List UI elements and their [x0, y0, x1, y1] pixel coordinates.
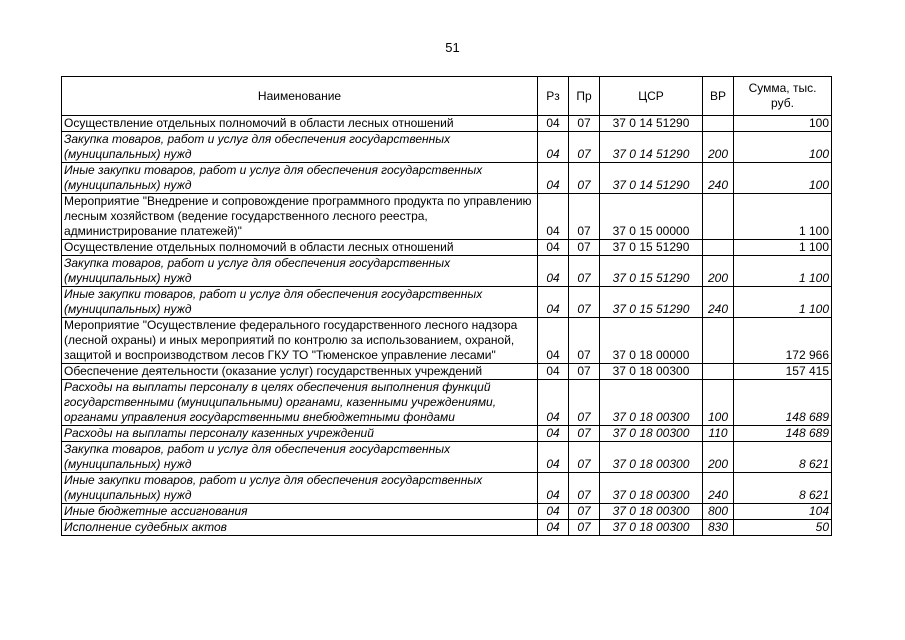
cell-csr: 37 0 18 00300 — [600, 442, 703, 473]
cell-rz: 04 — [538, 426, 569, 442]
cell-vr — [703, 240, 734, 256]
cell-rz: 04 — [538, 442, 569, 473]
cell-name: Закупка товаров, работ и услуг для обеспечения государственных (муниципальных) нужд — [62, 442, 538, 473]
table-row — [62, 364, 832, 380]
cell-sum: 172 966 — [734, 318, 832, 364]
cell-vr — [703, 364, 734, 380]
cell-rz: 04 — [538, 520, 569, 536]
cell-sum: 1 100 — [734, 256, 832, 287]
cell-rz: 04 — [538, 256, 569, 287]
cell-pr: 07 — [569, 380, 600, 426]
cell-vr: 200 — [703, 442, 734, 473]
table-row — [62, 473, 832, 504]
cell-csr: 37 0 15 00000 — [600, 194, 703, 240]
table-header-row — [62, 77, 832, 116]
cell-name: Расходы на выплаты персоналу в целях обеспечения выполнения функций государственными (муниципальными) органами, казенными учреждениями, органами управления государственными внебюджетными фондами — [62, 380, 538, 426]
cell-vr: 240 — [703, 163, 734, 194]
cell-vr: 240 — [703, 287, 734, 318]
cell-csr: 37 0 18 00300 — [600, 520, 703, 536]
table-row — [62, 318, 832, 364]
header-sum: Сумма, тыс. руб. — [734, 77, 832, 116]
cell-sum: 100 — [734, 116, 832, 132]
cell-pr: 07 — [569, 194, 600, 240]
cell-vr: 240 — [703, 473, 734, 504]
cell-csr: 37 0 14 51290 — [600, 116, 703, 132]
table-row — [62, 287, 832, 318]
cell-vr: 800 — [703, 504, 734, 520]
cell-vr: 110 — [703, 426, 734, 442]
header-name: Наименование — [62, 77, 538, 116]
cell-sum: 100 — [734, 163, 832, 194]
cell-csr: 37 0 14 51290 — [600, 132, 703, 163]
page-number: 51 — [445, 40, 460, 55]
cell-name: Исполнение судебных актов — [62, 520, 538, 536]
cell-csr: 37 0 15 51290 — [600, 287, 703, 318]
cell-vr: 830 — [703, 520, 734, 536]
cell-csr: 37 0 18 00300 — [600, 473, 703, 504]
header-rz: Рз — [538, 77, 569, 116]
cell-name: Осуществление отдельных полномочий в области лесных отношений — [62, 116, 538, 132]
cell-sum: 148 689 — [734, 426, 832, 442]
header-csr: ЦСР — [600, 77, 703, 116]
cell-pr: 07 — [569, 132, 600, 163]
cell-csr: 37 0 18 00300 — [600, 364, 703, 380]
cell-csr: 37 0 14 51290 — [600, 163, 703, 194]
table-row — [62, 240, 832, 256]
cell-pr: 07 — [569, 287, 600, 318]
cell-vr — [703, 116, 734, 132]
table-row — [62, 442, 832, 473]
cell-name: Иные закупки товаров, работ и услуг для обеспечения государственных (муниципальных) нужд — [62, 473, 538, 504]
table-row — [62, 163, 832, 194]
cell-name: Иные бюджетные ассигнования — [62, 504, 538, 520]
cell-rz: 04 — [538, 132, 569, 163]
cell-sum: 1 100 — [734, 194, 832, 240]
cell-sum: 148 689 — [734, 380, 832, 426]
cell-csr: 37 0 18 00000 — [600, 318, 703, 364]
table-body — [62, 116, 832, 536]
cell-name: Расходы на выплаты персоналу казенных учреждений — [62, 426, 538, 442]
cell-rz: 04 — [538, 364, 569, 380]
header-pr: Пр — [569, 77, 600, 116]
cell-csr: 37 0 15 51290 — [600, 256, 703, 287]
cell-pr: 07 — [569, 473, 600, 504]
cell-pr: 07 — [569, 240, 600, 256]
cell-name: Иные закупки товаров, работ и услуг для обеспечения государственных (муниципальных) нужд — [62, 163, 538, 194]
table-row — [62, 426, 832, 442]
cell-name: Закупка товаров, работ и услуг для обеспечения государственных (муниципальных) нужд — [62, 256, 538, 287]
table-row — [62, 132, 832, 163]
cell-csr: 37 0 18 00300 — [600, 380, 703, 426]
cell-sum: 50 — [734, 520, 832, 536]
cell-rz: 04 — [538, 380, 569, 426]
cell-sum: 1 100 — [734, 240, 832, 256]
table-row — [62, 194, 832, 240]
cell-pr: 07 — [569, 426, 600, 442]
budget-table — [61, 76, 832, 536]
cell-pr: 07 — [569, 163, 600, 194]
cell-pr: 07 — [569, 318, 600, 364]
cell-rz: 04 — [538, 287, 569, 318]
cell-name: Мероприятие "Внедрение и сопровождение программного продукта по управлению лесным хозяйством (ведение государственного лесного реестра, администрирование платежей)" — [62, 194, 538, 240]
cell-name: Мероприятие "Осуществление федерального государственного лесного надзора (лесной охраны) и иных мероприятий по контролю за использованием, охраной, защитой и воспроизводством лесов ГКУ ТО "Тюменское управление лесами" — [62, 318, 538, 364]
cell-rz: 04 — [538, 194, 569, 240]
cell-csr: 37 0 15 51290 — [600, 240, 703, 256]
header-vr: ВР — [703, 77, 734, 116]
cell-rz: 04 — [538, 116, 569, 132]
cell-rz: 04 — [538, 318, 569, 364]
table-row — [62, 504, 832, 520]
cell-vr: 200 — [703, 256, 734, 287]
cell-vr — [703, 194, 734, 240]
cell-rz: 04 — [538, 163, 569, 194]
cell-name: Иные закупки товаров, работ и услуг для обеспечения государственных (муниципальных) нужд — [62, 287, 538, 318]
cell-sum: 104 — [734, 504, 832, 520]
cell-vr: 200 — [703, 132, 734, 163]
cell-csr: 37 0 18 00300 — [600, 426, 703, 442]
cell-sum: 8 621 — [734, 473, 832, 504]
cell-pr: 07 — [569, 520, 600, 536]
cell-rz: 04 — [538, 240, 569, 256]
cell-rz: 04 — [538, 473, 569, 504]
cell-name: Обеспечение деятельности (оказание услуг) государственных учреждений — [62, 364, 538, 380]
cell-rz: 04 — [538, 504, 569, 520]
table-row — [62, 256, 832, 287]
cell-sum: 100 — [734, 132, 832, 163]
cell-name: Осуществление отдельных полномочий в области лесных отношений — [62, 240, 538, 256]
cell-pr: 07 — [569, 364, 600, 380]
cell-pr: 07 — [569, 256, 600, 287]
cell-sum: 157 415 — [734, 364, 832, 380]
cell-pr: 07 — [569, 442, 600, 473]
table-row — [62, 116, 832, 132]
cell-sum: 1 100 — [734, 287, 832, 318]
cell-sum: 8 621 — [734, 442, 832, 473]
table-row — [62, 380, 832, 426]
cell-pr: 07 — [569, 504, 600, 520]
cell-vr: 100 — [703, 380, 734, 426]
cell-pr: 07 — [569, 116, 600, 132]
cell-name: Закупка товаров, работ и услуг для обеспечения государственных (муниципальных) нужд — [62, 132, 538, 163]
cell-csr: 37 0 18 00300 — [600, 504, 703, 520]
table-row — [62, 520, 832, 536]
cell-vr — [703, 318, 734, 364]
